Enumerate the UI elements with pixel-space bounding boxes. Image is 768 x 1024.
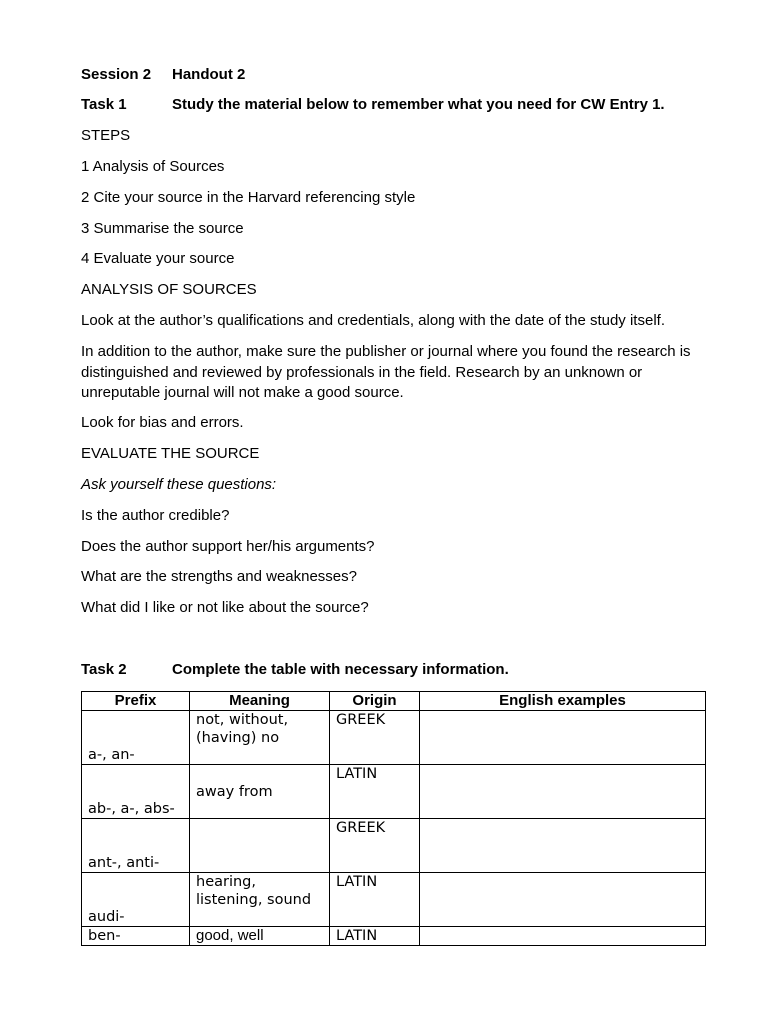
- header-prefix: Prefix: [82, 692, 190, 711]
- prefix-table: [81, 691, 706, 946]
- meaning-cell: hearing, listening, sound: [190, 873, 330, 927]
- table-row: [82, 819, 706, 873]
- task2-label: Task 2: [81, 661, 127, 678]
- task2-instruction: Complete the table with necessary information.: [172, 661, 509, 678]
- prefix-cell: ben-: [82, 927, 190, 946]
- task1-instruction: Study the material below to remember what you need for CW Entry 1.: [172, 96, 665, 113]
- analysis-paragraph: Look for bias and errors.: [81, 414, 244, 431]
- meaning-cell: good, well: [190, 927, 330, 946]
- prefix-cell: audi-: [82, 873, 190, 927]
- analysis-paragraph: In addition to the author, make sure the publisher or journal where you found the research is distinguished and reviewed by professionals in the field. Research by an unknown or unreputable journal will not make a good source.: [81, 343, 691, 401]
- session-label: Session 2: [81, 66, 152, 83]
- table-row: [82, 711, 706, 765]
- origin-cell: LATIN: [330, 873, 420, 927]
- origin-cell: GREEK: [330, 711, 420, 765]
- analysis-paragraph: Look at the author’s qualifications and credentials, along with the date of the study itself.: [81, 312, 665, 329]
- handout-label: Handout 2: [172, 66, 246, 83]
- task2-line: [81, 660, 509, 680]
- table-row: [82, 765, 706, 819]
- step-item: 2 Cite your source in the Harvard referencing style: [81, 189, 416, 206]
- header-origin: Origin: [330, 692, 420, 711]
- examples-cell[interactable]: [420, 711, 706, 765]
- meaning-cell[interactable]: [190, 819, 330, 873]
- prefix-cell: ab-, a-, abs-: [82, 765, 190, 819]
- evaluate-intro: Ask yourself these questions:: [81, 476, 277, 493]
- examples-cell[interactable]: [420, 873, 706, 927]
- evaluate-heading: EVALUATE THE SOURCE: [81, 445, 260, 462]
- origin-cell: LATIN: [330, 927, 420, 946]
- examples-cell[interactable]: [420, 765, 706, 819]
- meaning-cell: away from: [190, 765, 330, 819]
- evaluate-question: What did I like or not like about the source?: [81, 599, 369, 616]
- steps-heading: STEPS: [81, 127, 131, 144]
- examples-cell[interactable]: [420, 927, 706, 946]
- prefix-cell: a-, an-: [82, 711, 190, 765]
- origin-cell: GREEK: [330, 819, 420, 873]
- table-header-row: [82, 692, 706, 711]
- analysis-heading: ANALYSIS OF SOURCES: [81, 281, 257, 298]
- table-row: [82, 927, 706, 946]
- evaluate-question: Is the author credible?: [81, 507, 230, 524]
- step-item: 1 Analysis of Sources: [81, 158, 225, 175]
- step-item: 3 Summarise the source: [81, 220, 244, 237]
- table-row: [82, 873, 706, 927]
- evaluate-question: Does the author support her/his arguments?: [81, 538, 375, 555]
- origin-cell: LATIN: [330, 765, 420, 819]
- task1-label: Task 1: [81, 96, 127, 113]
- evaluate-question: What are the strengths and weaknesses?: [81, 568, 357, 585]
- task1-line: [81, 95, 665, 115]
- step-item: 4 Evaluate your source: [81, 250, 235, 267]
- session-header: [81, 65, 245, 85]
- header-examples: English examples: [420, 692, 706, 711]
- header-meaning: Meaning: [190, 692, 330, 711]
- prefix-cell: ant-, anti-: [82, 819, 190, 873]
- examples-cell[interactable]: [420, 819, 706, 873]
- meaning-cell: not, without, (having) no: [190, 711, 330, 765]
